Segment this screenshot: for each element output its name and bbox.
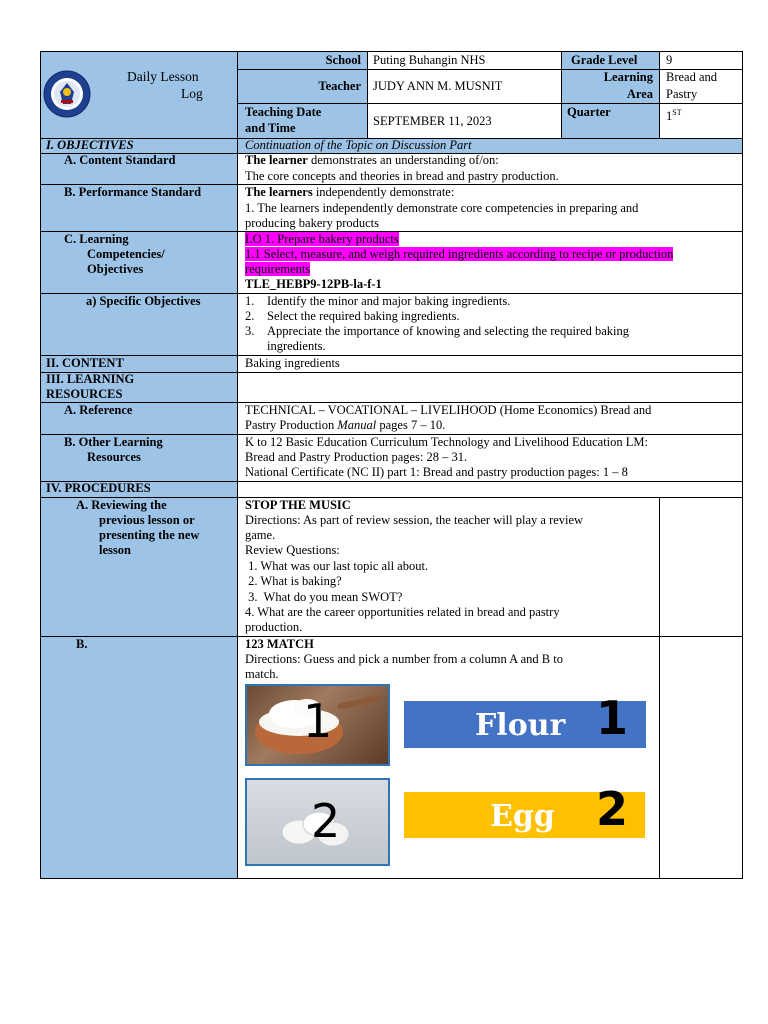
other-resources-label-2: Resources bbox=[87, 450, 141, 464]
content-standard-label: A. Content Standard bbox=[64, 153, 176, 167]
lo-line-highlight: LO 1. Prepare bakery products bbox=[245, 232, 399, 246]
procedure-b-line1: Directions: Guess and pick a number from a column A and B to bbox=[245, 652, 563, 666]
learning-area-value-2: Pastry bbox=[666, 87, 698, 101]
reference-line1: TECHNICAL – VOCATIONAL – LIVELIHOOD (Home Economics) Bread and bbox=[245, 403, 652, 417]
specific-item-2 bbox=[245, 309, 460, 324]
procedures-heading: IV. PROCEDURES bbox=[46, 481, 151, 495]
content-standard-rest: demonstrates an understanding of/on: bbox=[307, 153, 499, 167]
specific-item-number: 3. bbox=[245, 324, 255, 338]
procedure-a-line: game. bbox=[245, 528, 276, 542]
procedure-a-line: 4. What are the career opportunities related in bread and pastry bbox=[245, 605, 560, 619]
procedure-b-line2: match. bbox=[245, 667, 279, 681]
learning-area-label-1: Learning bbox=[603, 70, 653, 84]
specific-item-3 bbox=[245, 324, 629, 339]
grade-level-label: Grade Level bbox=[571, 53, 638, 67]
performance-line3: producing bakery products bbox=[245, 216, 379, 230]
procedure-a-title: STOP THE MUSIC bbox=[245, 498, 351, 512]
content-value: Baking ingredients bbox=[245, 356, 340, 370]
reference-line2-start: Pastry Production bbox=[245, 418, 338, 432]
procedure-a-line: 2. What is baking? bbox=[245, 574, 342, 588]
procedure-b-title: 123 MATCH bbox=[245, 637, 314, 651]
flour-label-box[interactable] bbox=[404, 691, 646, 748]
lo-line bbox=[245, 232, 399, 247]
page-title-line1: Daily Lesson bbox=[127, 69, 199, 84]
procedure-a-line: Directions: As part of review session, the teacher will play a review bbox=[245, 513, 584, 527]
learning-area-label-2: Area bbox=[626, 87, 653, 101]
performance-line2: 1. The learners independently demonstrate core competencies in preparing and bbox=[245, 201, 639, 215]
competencies-label-1: C. Learning bbox=[64, 232, 129, 246]
quarter-label: Quarter bbox=[567, 105, 611, 119]
teaching-date-label-2: and Time bbox=[245, 121, 296, 135]
resources-heading-1: III. LEARNING bbox=[46, 372, 135, 386]
performance-standard-text bbox=[245, 185, 454, 200]
teaching-date-value: SEPTEMBER 11, 2023 bbox=[373, 114, 492, 128]
content-standard-bold: The learner bbox=[245, 153, 308, 167]
procedure-a-label-4: lesson bbox=[99, 543, 131, 557]
flour-label-number: 1 bbox=[596, 691, 629, 745]
lo-detail-2 bbox=[245, 262, 310, 277]
specific-item-text: Select the required baking ingredients. bbox=[267, 309, 460, 323]
reference-label: A. Reference bbox=[64, 403, 133, 417]
lo-detail-1-highlight: 1.1 Select, measure, and weigh required ingredients according to recipe or production bbox=[245, 247, 674, 261]
teaching-date-label-1: Teaching Date bbox=[245, 105, 322, 119]
deped-seal-logo bbox=[43, 70, 91, 118]
other-resources-label-1: B. Other Learning bbox=[64, 435, 163, 449]
quarter-value bbox=[666, 105, 682, 124]
competencies-label-3: Objectives bbox=[87, 262, 144, 276]
specific-item-3-continued: ingredients. bbox=[267, 339, 326, 353]
specific-objectives-label: a) Specific Objectives bbox=[86, 294, 201, 308]
performance-standard-label: B. Performance Standard bbox=[64, 185, 202, 199]
reference-line2-italic: Manual bbox=[337, 418, 377, 432]
reference-line2-end: pages 7 – 10. bbox=[376, 418, 446, 432]
specific-item-text: Identify the minor and major baking ingredients. bbox=[267, 294, 511, 308]
objectives-heading: I. OBJECTIVES bbox=[46, 138, 134, 152]
egg-image-number: 2 bbox=[311, 794, 341, 848]
school-value: Puting Buhangin NHS bbox=[373, 53, 486, 67]
objectives-heading-note: Continuation of the Topic on Discussion Part bbox=[245, 138, 472, 152]
school-label: School bbox=[325, 53, 361, 67]
flour-image-number: 1 bbox=[303, 694, 333, 748]
other-resources-line3: National Certificate (NC II) part 1: Bread and pastry production pages: 1 – 8 bbox=[245, 465, 628, 479]
teacher-label: Teacher bbox=[318, 79, 361, 93]
other-resources-line2: Bread and Pastry Production pages: 28 – 31. bbox=[245, 450, 468, 464]
lo-detail-1 bbox=[245, 247, 673, 262]
other-resources-line1: K to 12 Basic Education Curriculum Technology and Livelihood Education LM: bbox=[245, 435, 648, 449]
competencies-label-2: Competencies/ bbox=[87, 247, 165, 261]
specific-item-text: Appreciate the importance of knowing and selecting the required baking bbox=[267, 324, 630, 338]
quarter-suffix: ST bbox=[672, 108, 682, 117]
egg-label-box[interactable] bbox=[404, 782, 645, 838]
procedure-a-label-2: previous lesson or bbox=[99, 513, 195, 527]
teacher-value: JUDY ANN M. MUSNIT bbox=[373, 79, 503, 93]
procedure-a-line: production. bbox=[245, 620, 303, 634]
procedure-a-label-3: presenting the new bbox=[99, 528, 200, 542]
performance-rest: independently demonstrate: bbox=[312, 185, 455, 199]
procedure-a-label-1: A. Reviewing the bbox=[76, 498, 167, 512]
procedure-a-line: 3. What do you mean SWOT? bbox=[245, 590, 403, 604]
content-standard-line2: The core concepts and theories in bread and pastry production. bbox=[245, 169, 559, 183]
resources-heading-2: RESOURCES bbox=[46, 387, 123, 401]
flour-image[interactable] bbox=[245, 684, 390, 766]
learning-area-value-1: Bread and bbox=[666, 70, 718, 84]
page-title-line2: Log bbox=[181, 86, 203, 101]
procedure-a-line: 1. What was our last topic all about. bbox=[245, 559, 429, 573]
grade-level-value: 9 bbox=[666, 53, 673, 67]
quarter-number: 1 bbox=[666, 109, 673, 124]
flour-word: Flour bbox=[475, 708, 566, 743]
procedure-b-label: B. bbox=[76, 637, 88, 651]
specific-item-number: 2. bbox=[245, 309, 255, 323]
content-standard-text bbox=[245, 153, 499, 168]
lo-detail-2-highlight: requirements bbox=[245, 262, 311, 276]
specific-item-1 bbox=[245, 294, 510, 309]
egg-label-number: 2 bbox=[596, 782, 629, 836]
egg-word: Egg bbox=[490, 799, 555, 834]
egg-image[interactable] bbox=[245, 778, 390, 866]
content-heading: II. CONTENT bbox=[46, 356, 124, 370]
lo-code: TLE_HEBP9-12PB-la-f-1 bbox=[245, 277, 382, 291]
procedure-a-line: Review Questions: bbox=[245, 543, 340, 557]
specific-item-number: 1. bbox=[245, 294, 255, 308]
performance-bold: The learners bbox=[245, 185, 313, 199]
reference-line2 bbox=[245, 418, 445, 433]
